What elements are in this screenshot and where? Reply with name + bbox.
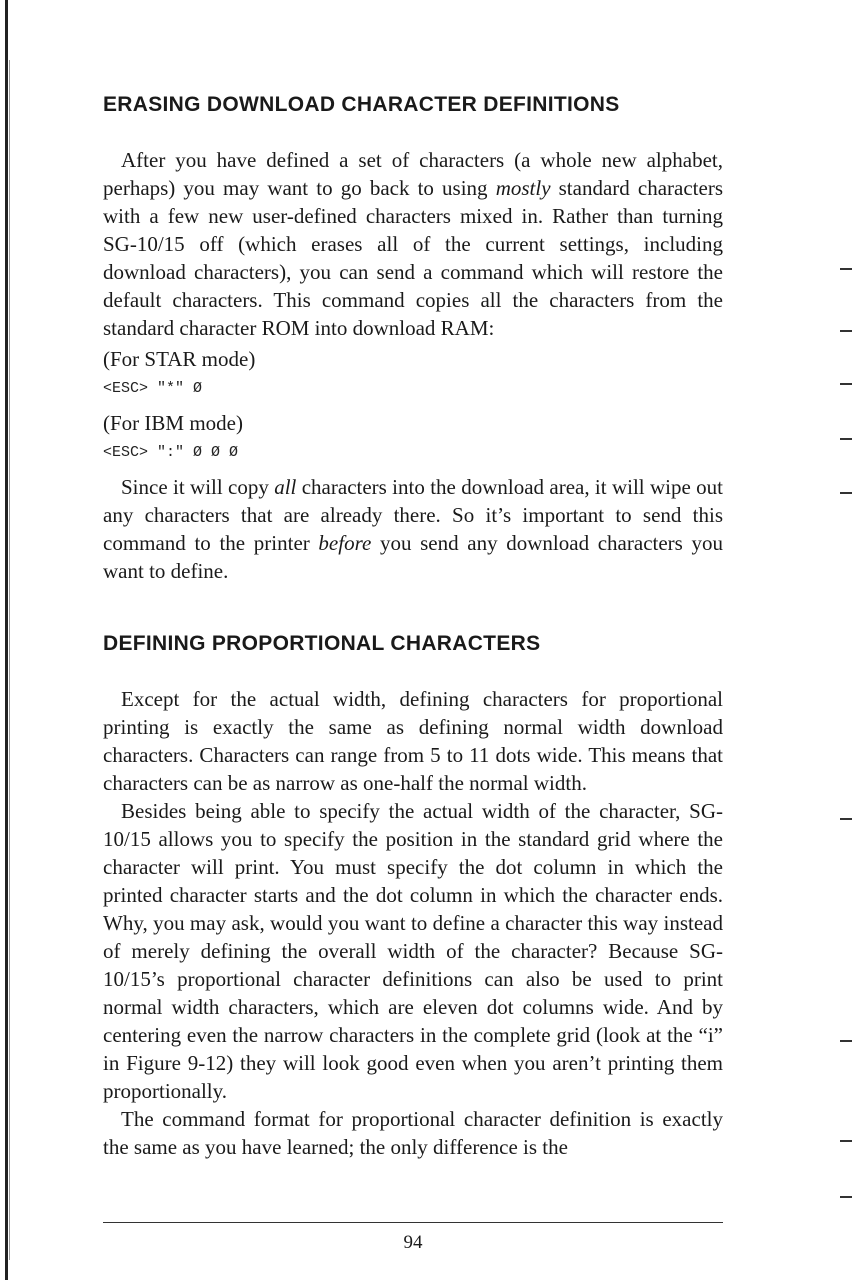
- paragraph-proportional-3: The command format for proportional character definition is exactly the same as you have learned; the only difference is the: [103, 1107, 723, 1159]
- page-binding-shadow: [9, 60, 10, 1260]
- scan-mark: [840, 1040, 852, 1042]
- scan-mark: [840, 438, 852, 440]
- section-heading-proportional: DEFINING PROPORTIONAL CHARACTERS: [103, 632, 541, 655]
- ibm-mode-label: (For IBM mode): [103, 411, 243, 435]
- paragraph-erasing-warning: Since it will copy all characters into the download area, it will wipe out any characters that are already there. So it’s important to send this command to the printer before you send any download characters you want to define.: [103, 475, 723, 583]
- scan-mark: [840, 268, 852, 270]
- scan-mark: [840, 818, 852, 820]
- document-page: [103, 90, 723, 1161]
- scan-mark: [840, 330, 852, 332]
- page-binding-edge: [5, 0, 8, 1280]
- scan-mark: [840, 492, 852, 494]
- scan-mark: [840, 383, 852, 385]
- page-number: 94: [403, 1232, 423, 1253]
- footer-rule: [103, 1222, 723, 1223]
- paragraph-proportional-2: Besides being able to specify the actual width of the character, SG-10/15 allows you to specify the position in the standard grid where the character will print. You must specify the dot column in which the printed character starts and the dot column in which the character ends. Why, you may ask, would you want to define a character this way instead of merely defining the overall width of the character? Because SG-10/15’s proportional character definitions can also be used to print normal width characters, which are eleven dot columns wide. And by centering even the narrow characters in the complete grid (look at the “i” in Figure 9-12) they will look good even when you aren’t printing them proportionally.: [103, 799, 723, 1103]
- ibm-mode-command: <ESC> ":" Ø Ø Ø: [103, 444, 239, 461]
- paragraph-proportional-1: Except for the actual width, defining characters for proportional printing is exactly the same as defining normal width download characters. Characters can range from 5 to 11 dots wide. This means that characters can be as narrow as one-half the normal width.: [103, 687, 723, 795]
- paragraph-erasing-intro: After you have defined a set of characters (a whole new alphabet, perhaps) you may want to go back to using mostly standard characters with a few new user-defined characters mixed in. Rather than turning SG-10/15 off (which erases all of the current settings, including download characters), you can send a command which will restore the default characters. This command copies all the characters from the standard character ROM into download RAM:: [103, 148, 723, 340]
- section-heading-erasing: ERASING DOWNLOAD CHARACTER DEFINITIONS: [103, 93, 620, 116]
- star-mode-label: (For STAR mode): [103, 347, 256, 371]
- scan-mark: [840, 1140, 852, 1142]
- star-mode-command: <ESC> "*" Ø: [103, 380, 203, 397]
- scan-mark: [840, 1196, 852, 1198]
